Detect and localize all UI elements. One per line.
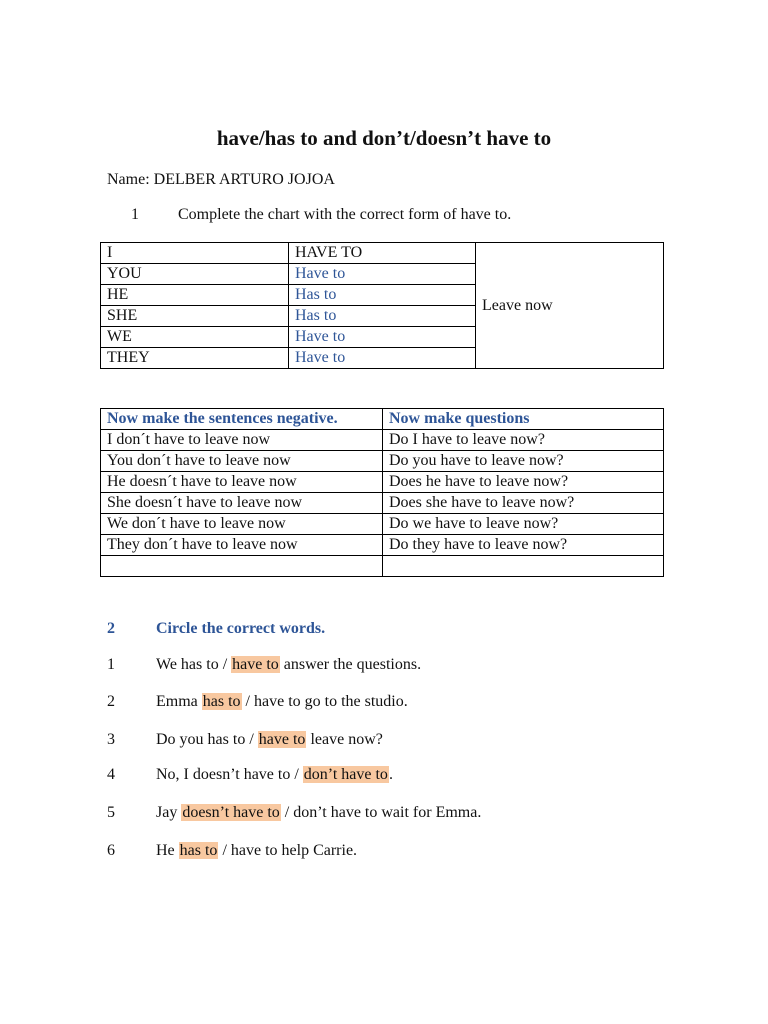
chart-answer-cell: Have to <box>289 264 476 285</box>
exercise-item <box>156 804 481 822</box>
item-text-after: / have to go to the studio. <box>241 693 408 710</box>
circled-answer: have to <box>258 731 306 748</box>
item-text-after: / don’t have to wait for Emma. <box>280 804 482 821</box>
item-text-before: Do you has to / <box>156 731 258 748</box>
student-name: Name: DELBER ARTURO JOJOA <box>107 171 335 188</box>
chart-answer-cell: Has to <box>289 306 476 327</box>
circled-answer: don’t have to <box>303 766 388 783</box>
exercise-2-number: 2 <box>107 620 115 637</box>
circled-answer: has to <box>179 842 218 859</box>
item-number: 5 <box>107 804 115 821</box>
item-text-before: Emma <box>156 693 202 710</box>
negative-sentence-cell: We don´t have to leave now <box>101 514 383 535</box>
chart-pronoun-cell: THEY <box>101 348 289 369</box>
exercise-item <box>156 766 393 784</box>
have-to-chart <box>100 242 664 369</box>
item-text-before: Jay <box>156 804 182 821</box>
chart-answer-cell: Have to <box>289 327 476 348</box>
exercise-item <box>156 656 421 674</box>
question-sentence-cell: Do they have to leave now? <box>383 535 664 556</box>
item-number: 3 <box>107 731 115 748</box>
question-sentence-cell: Do you have to leave now? <box>383 451 664 472</box>
circled-answer: has to <box>202 693 241 710</box>
item-text-after: leave now? <box>306 731 383 748</box>
negative-header: Now make the sentences negative. <box>101 409 383 430</box>
item-text-after: answer the questions. <box>279 656 422 673</box>
item-number: 1 <box>107 656 115 673</box>
item-number: 4 <box>107 766 115 783</box>
question-sentence-cell: Do I have to leave now? <box>383 430 664 451</box>
chart-answer-cell: Has to <box>289 285 476 306</box>
question-sentence-cell: Does he have to leave now? <box>383 472 664 493</box>
item-text-after: . <box>388 766 393 783</box>
negative-sentence-cell: You don´t have to leave now <box>101 451 383 472</box>
questions-header: Now make questions <box>383 409 664 430</box>
empty-cell <box>383 556 664 577</box>
chart-form-cell: HAVE TO <box>289 243 476 264</box>
negative-sentence-cell: I don´t have to leave now <box>101 430 383 451</box>
negative-sentence-cell: She doesn´t have to leave now <box>101 493 383 514</box>
negatives-questions-table <box>100 408 664 577</box>
page-title: have/has to and don’t/doesn’t have to <box>216 126 552 150</box>
chart-pronoun-cell: SHE <box>101 306 289 327</box>
chart-pronoun-cell: YOU <box>101 264 289 285</box>
exercise-1-number: 1 <box>131 206 139 223</box>
exercise-item <box>156 731 383 749</box>
circled-answer: have to <box>232 656 279 673</box>
question-sentence-cell: Do we have to leave now? <box>383 514 664 535</box>
item-text-before: No, I doesn’t have to / <box>156 766 303 783</box>
chart-pronoun-cell: I <box>101 243 289 264</box>
chart-pronoun-cell: HE <box>101 285 289 306</box>
exercise-1-instruction: Complete the chart with the correct form of have to. <box>178 206 512 223</box>
negative-sentence-cell: He doesn´t have to leave now <box>101 472 383 493</box>
item-text-before: He <box>156 842 179 859</box>
exercise-2-instruction: Circle the correct words. <box>156 620 326 637</box>
chart-leave-now-cell: Leave now <box>476 243 664 369</box>
circled-answer: doesn’t have to <box>182 804 280 821</box>
exercise-item <box>156 693 408 711</box>
exercise-item <box>156 842 357 860</box>
question-sentence-cell: Does she have to leave now? <box>383 493 664 514</box>
item-text-after: / have to help Carrie. <box>218 842 358 859</box>
item-number: 2 <box>107 693 115 710</box>
chart-answer-cell: Have to <box>289 348 476 369</box>
item-number: 6 <box>107 842 115 859</box>
chart-pronoun-cell: WE <box>101 327 289 348</box>
negative-sentence-cell: They don´t have to leave now <box>101 535 383 556</box>
empty-cell <box>101 556 383 577</box>
item-text-before: We has to / <box>156 656 232 673</box>
